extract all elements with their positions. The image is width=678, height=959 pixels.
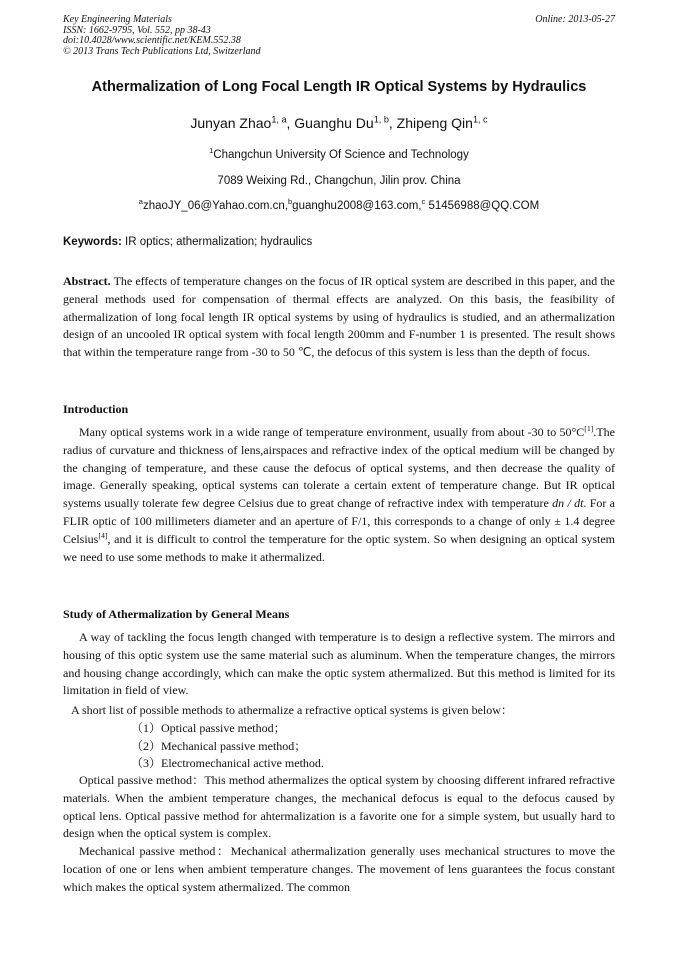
section-heading-introduction: Introduction: [63, 402, 129, 416]
keywords-text: IR optics; athermalization; hydraulics: [125, 236, 313, 248]
list-item: （3）Electromechanical active method.: [131, 756, 324, 770]
author-emails: $^a$zhaoJY_06@Yahao.com.cn,$^b$guanghu2008@163.com,$^c$ 51456988@QQ.COM: [138, 197, 540, 212]
online-date: Online: 2013-05-27: [535, 14, 615, 25]
introduction-body: Many optical systems work in a wide range of temperature environment, usually from about -30 to 50°C[1].The radius of curvature and thickness of lens,airspaces and refractive index of the optical medium will be changed by the changing of temperature, and these cause the defocus of optical systems, and then decrease the quality of image. Generally speaking, optical systems can tolerate a certain extent of temperature change. But IR optical systems usually tolerate few degree Celsius due to great change of refractive index with temperature dn / dt. For a FLIR optic of 100 millimeters diameter and an aperture of F/1, this corresponds to a change of only ± 1.4 degree Celsius[4], and it is difficult to control the temperature for the optic system. So when designing an optical system we need to use some methods to make it athermalized.: [63, 424, 615, 564]
author-sup: 1, c: [472, 114, 488, 125]
author-name: Zhipeng Qin: [396, 115, 473, 131]
author-list: Junyan Zhao$^{1, a}$, Guanghu Du$^{1, b}$, Zhipeng Qin$^{1, c}$: [190, 114, 488, 131]
email-c: 51456988@QQ.COM: [428, 200, 540, 212]
study-paragraph-3: Mechanical passive method：Mechanical athermalization generally uses mechanical structures to move the location of one or lens when ambient temperature changes. The movement of lens guarantees the focus constant which makes the optical system athermalized. The common: [63, 844, 615, 894]
journal-name: Key Engineering Materials: [63, 14, 172, 25]
journal-copyright: © 2013 Trans Tech Publications Ltd, Switzerland: [63, 45, 261, 57]
journal-header: [63, 15, 615, 57]
abstract-label: Abstract.: [63, 274, 111, 288]
journal-issn: ISSN: 1662-9795, Vol. 552, pp 38-43: [63, 24, 211, 36]
author-name: Guanghu Du: [294, 115, 374, 131]
list-item: （1）Optical passive method；: [131, 721, 286, 735]
author-name: Junyan Zhao: [190, 115, 272, 131]
citation-ref: [1]: [584, 424, 594, 433]
study-paragraph-2: Optical passive method：This method athermalizes the optical system by choosing different infrared refractive materials. When the ambient temperature changes, the mechanical defocus is equal to the defocus caused by optical lens. Optical passive method for ahtermalization is a favorite one for a simple system, but usually hard to design when the optical system is complex.: [63, 773, 615, 841]
keywords: [63, 236, 623, 248]
study-paragraph-1: A way of tackling the focus length changed with temperature is to design a reflective system. The mirrors and housing of this optic system use the same material such as aluminum. When the temperature changes, the mirrors and housing change accordingly, which can make the optic system athermalized. But this method is limited for its limitation in field of view.: [63, 630, 615, 698]
formula: dn / dt: [552, 496, 584, 511]
author-sup: 1, b: [373, 114, 389, 125]
list-item: （2）Mechanical passive method；: [131, 739, 307, 753]
abstract: [63, 273, 615, 362]
affiliation-address: 7089 Weixing Rd., Changchun, Jilin prov. China: [217, 175, 461, 187]
journal-doi: doi:10.4028/www.scientific.net/KEM.552.38: [63, 35, 241, 47]
list-intro: A short list of possible methods to athermalize a refractive optical systems is given below：: [71, 703, 513, 717]
affiliation-institution: $^1$Changchun University Of Science and Technology: [209, 146, 469, 161]
section-heading-study: Study of Athermalization by General Means: [63, 607, 290, 621]
email-a: zhaoJY_06@Yahao.com.cn,: [142, 200, 289, 212]
citation-ref: [4]: [98, 530, 108, 540]
abstract-text: The effects of temperature changes on the focus of IR optical system are described in this paper, and the general methods used for compensation of thermal effects are analyzed. On this basis, the feasibility of athermalization of long focal length IR optical systems by using of hydraulics is studied, and an athermalization design of an uncooled IR optical system with focal length 200mm and F-number 1 is presented. The result shows that within the temperature range from -30 to 50 ℃, the defocus of this system is less than the depth of focus.: [63, 274, 615, 360]
keywords-label: Keywords:: [63, 236, 122, 248]
affiliation-sup: 1: [209, 146, 214, 156]
paper-title: Athermalization of Long Focal Length IR Optical Systems by Hydraulics: [91, 79, 587, 95]
author-sup: 1, a: [271, 114, 287, 125]
email-b: guanghu2008@163.com,: [292, 200, 422, 212]
